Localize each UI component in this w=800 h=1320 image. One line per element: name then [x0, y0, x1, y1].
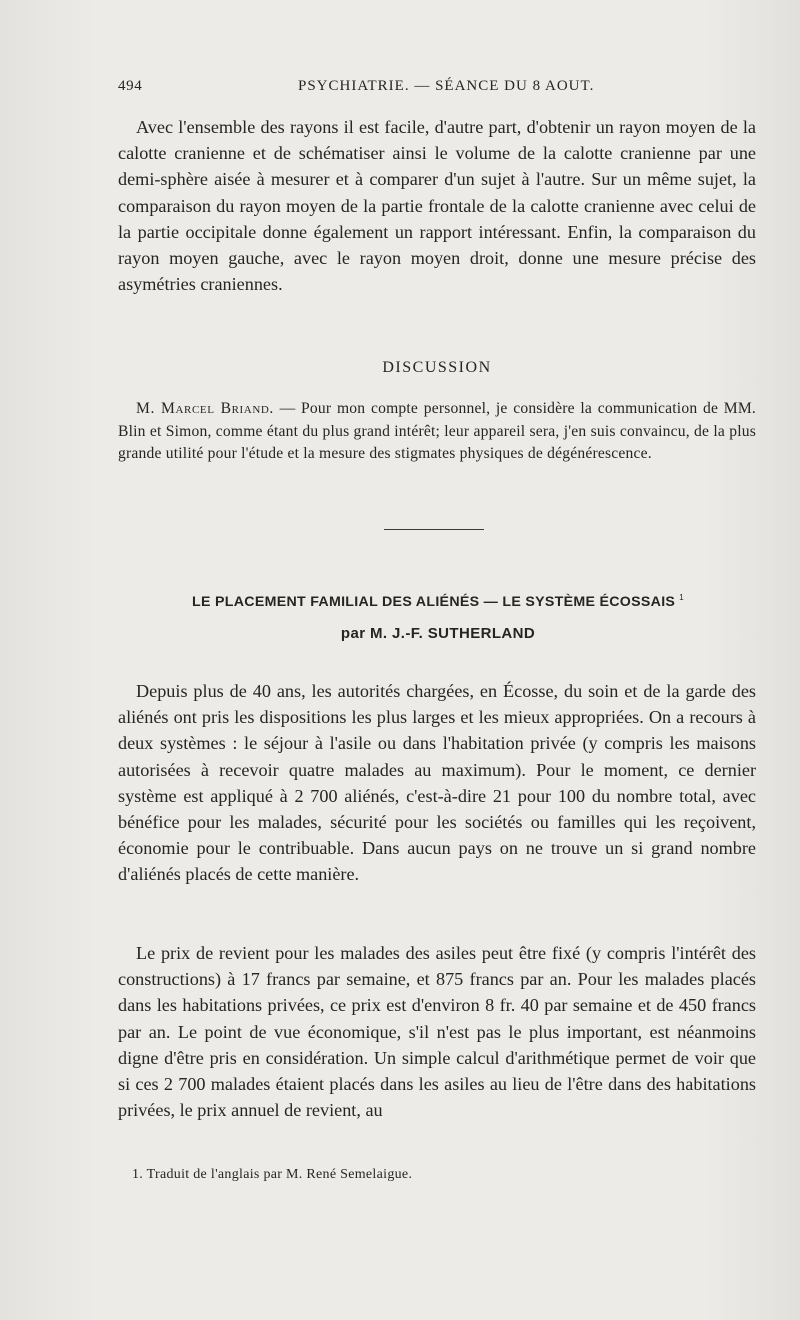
footnote-marker: 1: [679, 593, 684, 602]
section-divider: [384, 529, 484, 530]
paragraph-calotte: Avec l'ensemble des rayons il est facile, d'autre part, d'obtenir un rayon moyen de la calotte cranienne et de schématiser ainsi le volume de la calotte cranienne par une demi-sphère aisée à mesurer et à comparer d'un sujet à l'autre. Sur un même sujet, la comparaison du rayon moyen de la partie frontale de la calotte cranienne avec celui de la partie occipitale donne également un rapport intéressant. Enfin, la comparaison du rayon moyen gauche, avec le rayon moyen droit, donne une mesure précise des asymétries craniennes.: [118, 117, 756, 295]
discussion-paragraph: [118, 398, 756, 466]
paragraph-cost: Le prix de revient pour les malades des asiles peut être fixé (y compris l'intérêt des constructions) à 17 francs par semaine, et 875 francs par an. Pour les malades placés dans les habitations privées, ce prix est d'environ 8 fr. 40 par semaine et de 450 francs par an. Le point de vue économique, s'il n'est pas le plus important, est néanmoins digne d'être pris en considération. Un simple calcul d'arithmétique permet de voir que si ces 2 700 malades étaient placés dans les asiles au lieu de l'être dans des habitations privées, le prix annuel de revient, au: [118, 943, 756, 1121]
page-number: 494: [118, 78, 143, 94]
article-title-text: LE PLACEMENT FAMILIAL DES ALIÉNÉS — LE SYSTÈME ÉCOSSAIS: [192, 594, 676, 610]
footnote: 1. Traduit de l'anglais par M. René Semelaigue.: [132, 1167, 413, 1182]
paragraph-intro: Depuis plus de 40 ans, les autorités chargées, en Écosse, du soin et de la garde des aliénés ont pris les dispositions les plus larges et les mieux appropriées. On a recours à deux systèmes : le séjour à l'asile ou dans l'habitation privée (y compris les maisons autorisées à recevoir quatre malades au maximum). Pour le moment, ce dernier système est appliqué à 2 700 aliénés, c'est-à-dire 21 pour 100 du nombre total, avec bénéfice pour les malades, sécurité pour les sociétés ou familles qui les reçoivent, économie pour le contribuable. Dans aucun pays on ne trouve un si grand nombre d'aliénés placés de cette manière.: [118, 681, 756, 885]
page-header: [118, 78, 754, 100]
article-title: [118, 593, 758, 610]
discussion-text: — Pour mon compte personnel, je considère la communication de MM. Blin et Simon, comme étant du plus grand intérêt; leur appareil sera, j'en suis convaincu, de la plus grande utilité pour l'étude et la mesure des stigmates physiques de dégénérescence.: [118, 400, 756, 463]
discussion-heading: DISCUSSION: [382, 359, 492, 376]
running-title: PSYCHIATRIE. — SÉANCE DU 8 AOUT.: [298, 78, 595, 94]
speaker-name: M. Marcel Briand.: [136, 400, 274, 417]
article-author: par M. J.-F. SUTHERLAND: [340, 625, 536, 642]
